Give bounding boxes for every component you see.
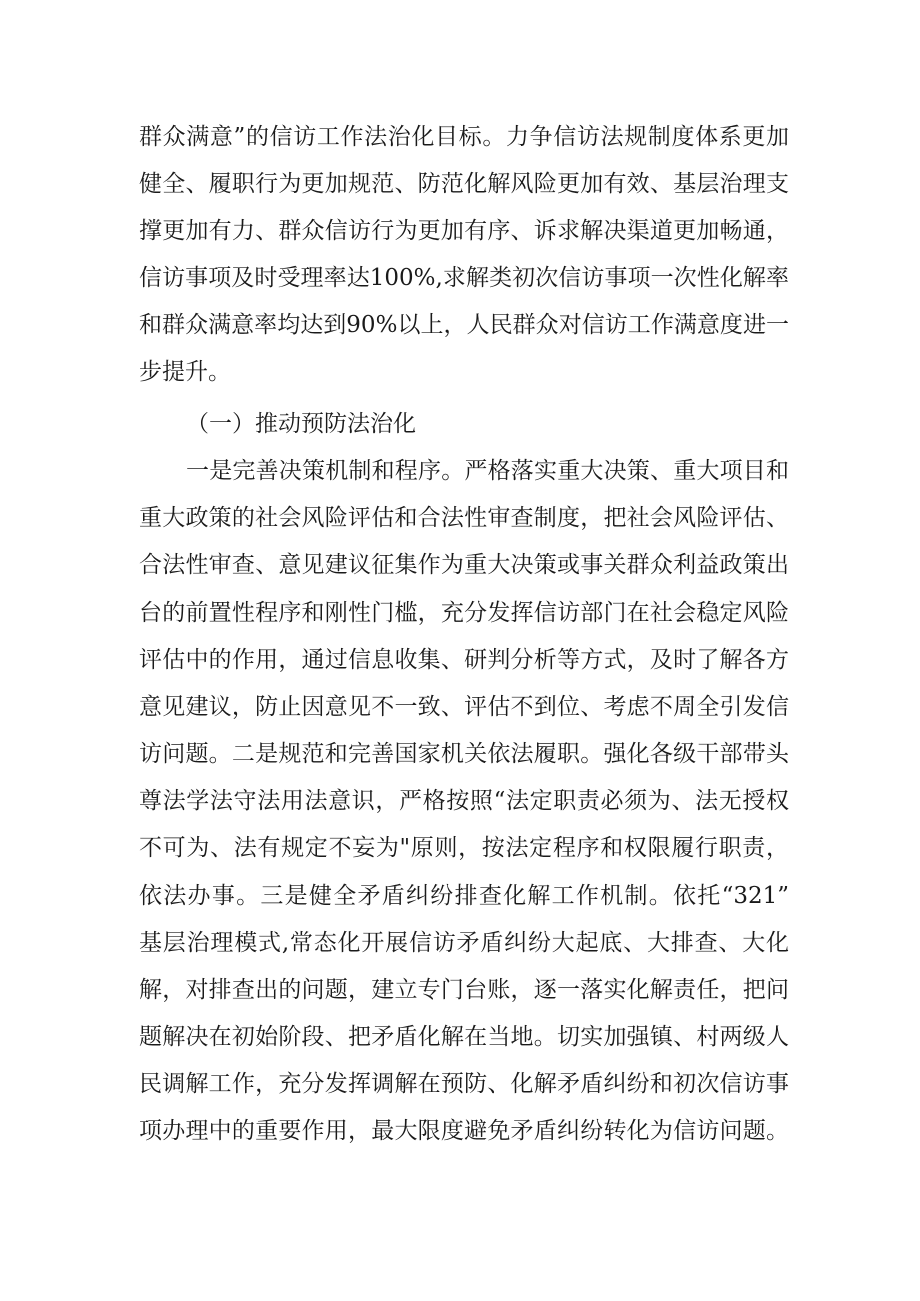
- paragraph-line: 项办理中的重要作用，最大限度避免矛盾纠纷转化为信访问题。: [139, 1118, 789, 1144]
- paragraph-line: 意见建议，防止因意见不一致、评估不到位、考虑不周全引发信: [139, 694, 789, 720]
- paragraph-line: 一是完善决策机制和程序。严格落实重大决策、重大项目和: [186, 458, 789, 484]
- paragraph-line: 合法性审查、意见建议征集作为重大决策或事关群众利益政策出: [139, 552, 789, 578]
- paragraph-line: 访问题。二是规范和完善国家机关依法履职。强化各级干部带头: [139, 741, 789, 767]
- paragraph-line: 台的前置性程序和刚性门槛，充分发挥信访部门在社会稳定风险: [139, 600, 789, 626]
- paragraph-line: 题解决在初始阶段、把矛盾化解在当地。切实加强镇、村两级人: [139, 1024, 789, 1050]
- paragraph-line: 尊法学法守法用法意识，严格按照“法定职责必须为、法无授权: [139, 788, 789, 814]
- paragraph-line: 步提升。: [139, 359, 231, 385]
- paragraph-line: 不可为、法有规定不妄为"原则，按法定程序和权限履行职责，: [139, 835, 789, 861]
- paragraph-line: 信访事项及时受理率达100%,求解类初次信访事项一次性化解率: [139, 265, 789, 291]
- paragraph-line: 基层治理模式,常态化开展信访矛盾纠纷大起底、大排查、大化: [139, 930, 789, 956]
- paragraph-line: 健全、履职行为更加规范、防范化解风险更加有效、基层治理支: [139, 171, 789, 197]
- paragraph-line: 民调解工作，充分发挥调解在预防、化解矛盾纠纷和初次信访事: [139, 1071, 789, 1097]
- paragraph-line: 重大政策的社会风险评估和合法性审查制度，把社会风险评估、: [139, 505, 789, 531]
- paragraph-line: 撑更加有力、群众信访行为更加有序、诉求解决渠道更加畅通，: [139, 218, 789, 244]
- paragraph-line: 解，对排查出的问题，建立专门台账，逐一落实化解责任，把问: [139, 977, 789, 1003]
- paragraph-line: 群众满意”的信访工作法治化目标。力争信访法规制度体系更加: [139, 124, 789, 150]
- paragraph-line: 和群众满意率均达到90%以上，人民群众对信访工作满意度进一: [139, 312, 789, 338]
- paragraph-line: 评估中的作用，通过信息收集、研判分析等方式，及时了解各方: [139, 647, 789, 673]
- section-heading: （一）推动预防法治化: [186, 411, 416, 437]
- paragraph-line: 依法办事。三是健全矛盾纠纷排查化解工作机制。依托“321”: [139, 883, 789, 909]
